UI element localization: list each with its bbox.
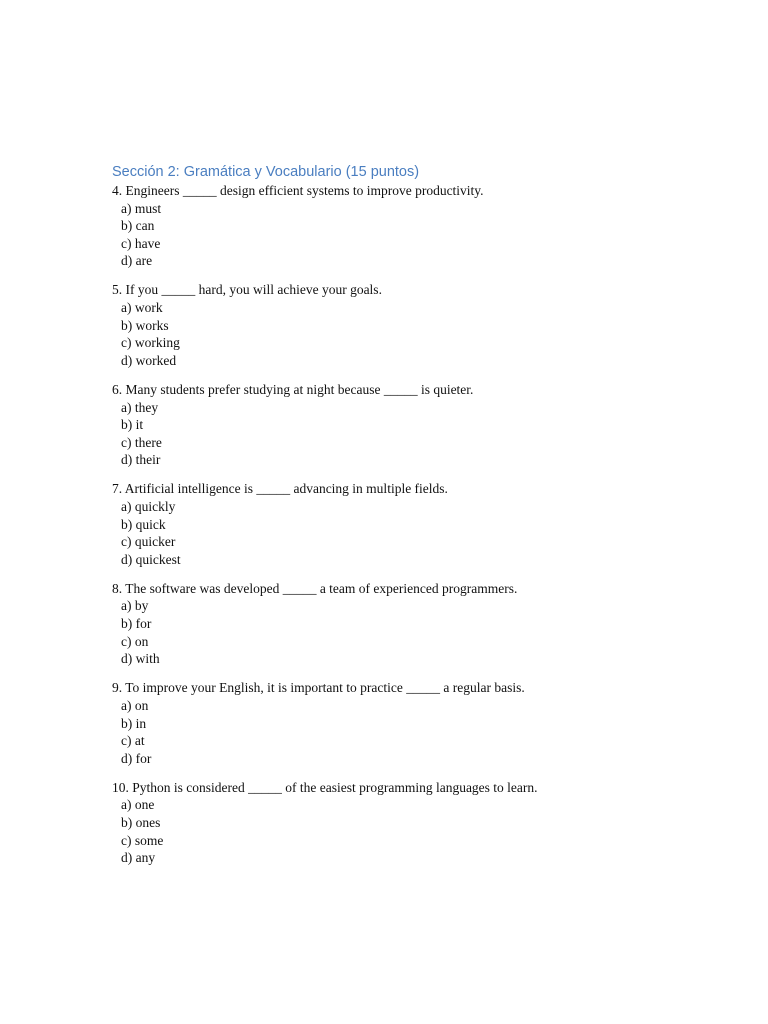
option-b: b) can bbox=[121, 218, 155, 234]
option-a: a) they bbox=[121, 399, 159, 415]
option-c: c) have bbox=[121, 235, 161, 251]
option-d: d) for bbox=[121, 750, 152, 766]
option-c: c) at bbox=[121, 733, 145, 749]
option-b: b) it bbox=[121, 417, 144, 433]
option-list bbox=[112, 697, 732, 767]
option-a: a) one bbox=[121, 797, 155, 813]
option-d: d) are bbox=[121, 253, 153, 269]
question-8 bbox=[112, 580, 732, 668]
option-list bbox=[112, 796, 732, 866]
option-list bbox=[112, 200, 732, 270]
option-d: d) quickest bbox=[121, 551, 181, 567]
option-b: b) for bbox=[121, 616, 152, 632]
section-heading: Sección 2: Gramática y Vocabulario (15 puntos) bbox=[112, 164, 420, 180]
option-d: d) with bbox=[121, 651, 160, 667]
question-stem: 10. Python is considered _____ of the easiest programming languages to learn. bbox=[112, 779, 538, 795]
option-a: a) by bbox=[121, 598, 149, 614]
option-a: a) must bbox=[121, 200, 162, 216]
question-5 bbox=[112, 281, 732, 369]
question-9 bbox=[112, 679, 732, 767]
option-c: c) some bbox=[121, 832, 164, 848]
document-page bbox=[112, 162, 732, 878]
option-list bbox=[112, 498, 732, 568]
question-stem: 8. The software was developed _____ a team of experienced programmers. bbox=[112, 580, 518, 596]
question-stem: 9. To improve your English, it is important to practice _____ a regular basis. bbox=[112, 680, 525, 696]
option-d: d) worked bbox=[121, 352, 177, 368]
option-c: c) working bbox=[121, 335, 180, 351]
option-d: d) their bbox=[121, 452, 161, 468]
option-c: c) there bbox=[121, 434, 162, 450]
option-list bbox=[112, 597, 732, 667]
option-c: c) quicker bbox=[121, 534, 176, 550]
option-b: b) quick bbox=[121, 516, 166, 532]
question-4 bbox=[112, 182, 732, 270]
question-stem: 4. Engineers _____ design efficient systems to improve productivity. bbox=[112, 183, 484, 198]
question-10 bbox=[112, 779, 732, 867]
question-stem: 6. Many students prefer studying at night because _____ is quieter. bbox=[112, 381, 474, 397]
option-b: b) ones bbox=[121, 815, 161, 830]
question-7 bbox=[112, 480, 732, 568]
option-b: b) in bbox=[121, 715, 147, 731]
question-6 bbox=[112, 381, 732, 469]
option-a: a) quickly bbox=[121, 499, 176, 514]
question-stem: 5. If you _____ hard, you will achieve your goals. bbox=[112, 282, 382, 298]
option-list bbox=[112, 399, 732, 469]
option-c: c) on bbox=[121, 633, 149, 649]
option-d: d) any bbox=[121, 850, 156, 866]
option-a: a) work bbox=[121, 300, 163, 316]
option-a: a) on bbox=[121, 697, 149, 713]
question-stem: 7. Artificial intelligence is _____ advancing in multiple fields. bbox=[112, 481, 448, 497]
option-list bbox=[112, 299, 732, 369]
option-b: b) works bbox=[121, 317, 169, 333]
